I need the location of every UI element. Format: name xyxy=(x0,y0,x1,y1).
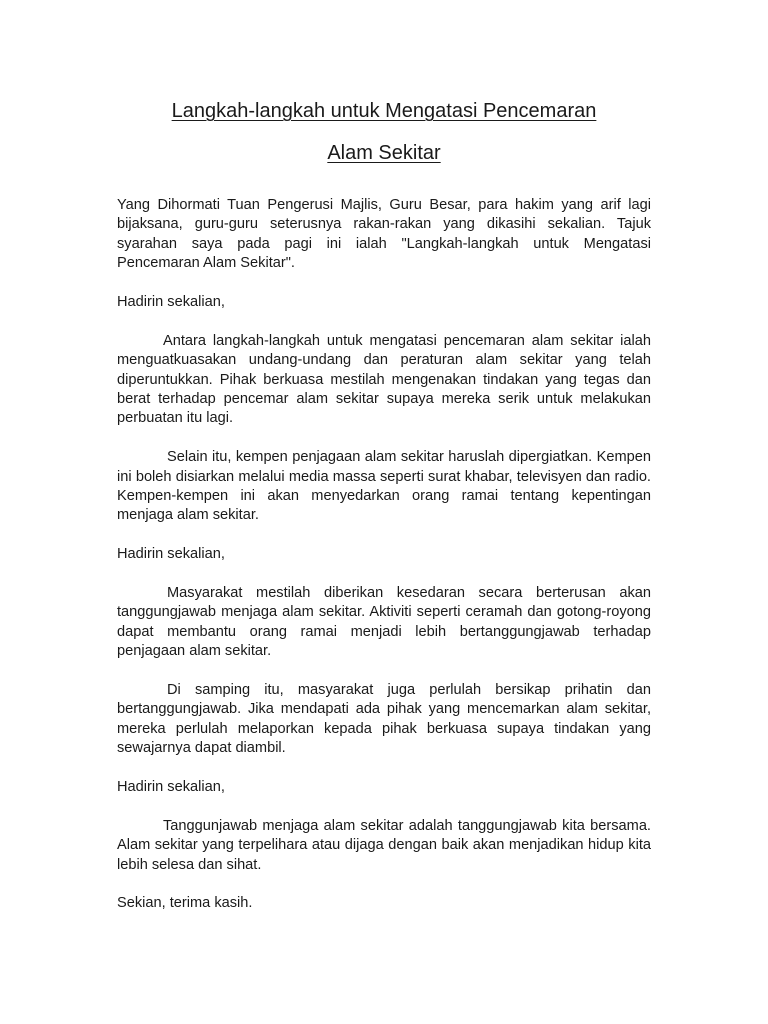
body-paragraph: Tanggunjawab menjaga alam sekitar adalah tanggungjawab kita bersama. Alam sekitar yang terpelihara atau dijaga dengan baik akan menjadikan hidup kita lebih selesa dan sihat. xyxy=(117,817,651,873)
opening-paragraph: Yang Dihormati Tuan Pengerusi Majlis, Guru Besar, para hakim yang arif lagi bijaksana, guru-guru seterusnya rakan-rakan yang dikasihi sekalian. Tajuk syarahan saya pada pagi ini ialah "Langkah-langkah untuk Mengatasi Pencemaran Alam Sekitar". xyxy=(117,197,651,272)
document-body xyxy=(117,196,651,914)
body-paragraph: Selain itu, kempen penjagaan alam sekitar haruslah dipergiatkan. Kempen ini boleh disiarkan melalui media massa seperti surat khabar, televisyen dan radio. Kempen-kempen ini akan menyedarkan orang ramai tentang kepentingan menjaga alam sekitar. xyxy=(117,449,651,524)
closing-line: Sekian, terima kasih. xyxy=(117,895,253,912)
body-paragraph: Masyarakat mestilah diberikan kesedaran secara berterusan akan tanggungjawab menjaga alam sekitar. Aktiviti seperti ceramah dan gotong-royong dapat membantu orang ramai menjadi lebih bertanggungjawab terhadap penjagaan alam sekitar. xyxy=(117,585,651,660)
body-paragraph: Antara langkah-langkah untuk mengatasi pencemaran alam sekitar ialah menguatkuasakan undang-undang dan peraturan alam sekitar yang telah diperuntukkan. Pihak berkuasa mestilah mengenakan tindakan yang tegas dan berat terhadap pencemar alam sekitar supaya mereka serik untuk melakukan perbuatan itu lagi. xyxy=(117,332,651,427)
salutation: Hadirin sekalian, xyxy=(117,779,225,796)
document-title xyxy=(117,90,651,174)
title-line-1: Langkah-langkah untuk Mengatasi Pencemaran xyxy=(171,100,597,122)
salutation: Hadirin sekalian, xyxy=(117,546,225,563)
body-paragraph: Di samping itu, masyarakat juga perlulah bersikap prihatin dan bertanggungjawab. Jika mendapati ada pihak yang mencemarkan alam sekitar, mereka perlulah melaporkan kepada pihak berkuasa supaya tindakan yang sewajarnya dapat diambil. xyxy=(117,682,651,757)
salutation: Hadirin sekalian, xyxy=(117,294,225,311)
title-line-2: Alam Sekitar xyxy=(327,142,441,164)
